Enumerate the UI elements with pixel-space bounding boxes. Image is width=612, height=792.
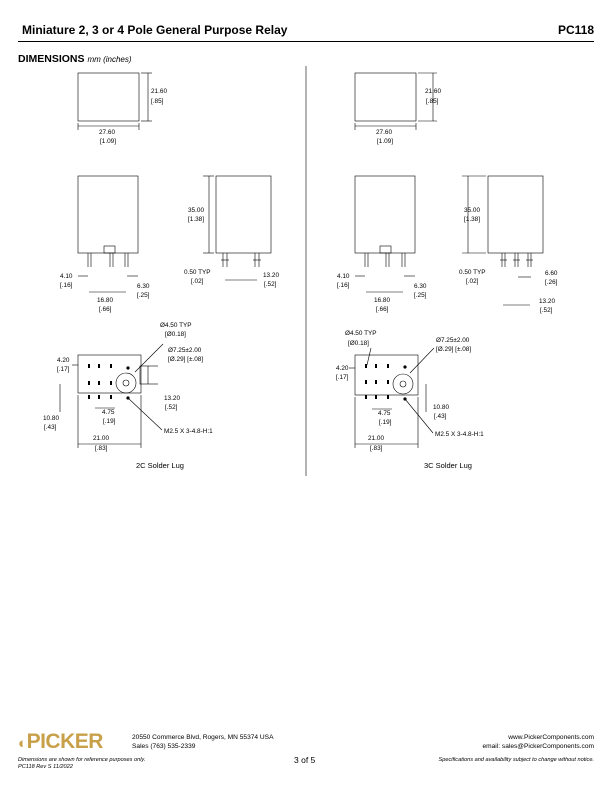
footer-address	[132, 733, 273, 751]
revision-line: PC118 Rev S 11/2022	[18, 764, 73, 770]
dim-text: 10.80	[433, 404, 449, 411]
dim-text: Ø4.50 TYP	[345, 330, 377, 337]
dim-text: M2.5 X 3-4.8-H:1	[164, 428, 213, 435]
dim-text: 0.50 TYP	[184, 269, 211, 276]
dim-text: [Ø0.18]	[165, 331, 186, 338]
dim-text: 27.60	[376, 129, 392, 136]
dim-text: [Ø.29] [±.08]	[436, 346, 472, 353]
page-title: Miniature 2, 3 or 4 Pole General Purpose Relay	[22, 23, 288, 37]
address-line: 20550 Commerce Blvd, Rogers, MN 55374 USA	[132, 734, 274, 741]
dim-text: [.02]	[466, 278, 479, 285]
right-top-view	[355, 73, 416, 121]
right-front-view	[355, 176, 415, 253]
dim-text: 21.00	[368, 435, 384, 442]
footer-disclaimer	[18, 757, 145, 771]
dim-text: Ø7.25±2.00	[436, 337, 470, 344]
dim-text: [.83]	[370, 445, 383, 452]
right-bottom-view	[355, 355, 418, 395]
left-top-view	[78, 73, 139, 121]
page-number: 3 of 5	[294, 755, 316, 765]
dim-text: [1.09]	[377, 138, 393, 145]
section-title: DIMENSIONS mm (inches)	[18, 53, 132, 65]
dim-text: 13.20	[263, 272, 279, 279]
dim-text: 35.00	[464, 207, 480, 214]
dim-text: 16.80	[97, 297, 113, 304]
dim-text: [1.38]	[188, 216, 204, 223]
dim-text: [.16]	[60, 282, 73, 289]
dim-text: 35.00	[188, 207, 204, 214]
dim-text: [1.38]	[464, 216, 480, 223]
dim-text: Ø4.50 TYP	[160, 322, 192, 329]
left-side-view	[216, 176, 271, 253]
part-number: PC118	[557, 23, 594, 37]
dim-text: Ø7.25±2.00	[168, 347, 202, 354]
dim-text: [.66]	[99, 306, 112, 313]
dim-text: [.19]	[103, 418, 116, 425]
dim-text: 21.60	[151, 88, 167, 95]
dim-text: 21.60	[425, 88, 441, 95]
dim-text: [Ø.29] [±.08]	[168, 356, 204, 363]
dim-text: 6.30	[137, 283, 150, 290]
footer-contact	[482, 733, 594, 751]
dim-text: 4.20	[57, 357, 70, 364]
dim-text: [.52]	[540, 307, 553, 314]
dim-text: [.43]	[434, 413, 447, 420]
dim-text: [.17]	[336, 374, 349, 381]
dim-text: 6.60	[545, 270, 558, 277]
picker-logo: ◐PICKER	[18, 730, 103, 753]
dim-text: 16.80	[374, 297, 390, 304]
right-side-view	[488, 176, 543, 253]
dim-text: [Ø0.18]	[348, 340, 369, 347]
dim-text: 4.10	[337, 273, 350, 280]
dim-text: [.52]	[165, 404, 178, 411]
dim-text: [.43]	[44, 424, 57, 431]
dim-text: 10.80	[43, 415, 59, 422]
dim-text: 21.00	[93, 435, 109, 442]
dim-text: 13.20	[539, 298, 555, 305]
left-bottom-view	[78, 355, 141, 393]
dim-text: 27.60	[99, 129, 115, 136]
dim-text: 6.30	[414, 283, 427, 290]
dim-text: [.17]	[57, 366, 70, 373]
dim-text: 4.20	[336, 365, 349, 372]
dim-text: 13.20	[164, 395, 180, 402]
dim-text: [.66]	[376, 306, 389, 313]
sales-line: Sales (763) 535-2339	[132, 743, 196, 750]
dim-text: [.85]	[426, 98, 439, 105]
dim-text: [.83]	[95, 445, 108, 452]
caption-2c: 2C Solder Lug	[136, 461, 184, 470]
units-note: mm (inches)	[87, 55, 132, 64]
footer-spec-note: Specifications and availability subject to change without notice.	[438, 757, 594, 763]
dim-text: 4.75	[378, 410, 391, 417]
dim-text: [.52]	[264, 281, 277, 288]
dim-text: [.16]	[337, 282, 350, 289]
dim-text: [.02]	[191, 278, 204, 285]
left-front-view	[78, 176, 138, 253]
dim-text: 4.75	[102, 409, 115, 416]
dim-text: [.25]	[414, 292, 427, 299]
caption-3c: 3C Solder Lug	[424, 461, 472, 470]
dim-text: [1.09]	[100, 138, 116, 145]
dim-text: [.26]	[545, 279, 558, 286]
email-link[interactable]: email: sales@PickerComponents.com	[482, 743, 594, 750]
dim-text: 4.10	[60, 273, 73, 280]
dim-text: [.25]	[137, 292, 150, 299]
dim-text: [.85]	[151, 98, 164, 105]
dim-text: M2.5 X 3-4.8-H:1	[435, 431, 484, 438]
dim-text: [.19]	[379, 419, 392, 426]
dim-text: 0.50 TYP	[459, 269, 486, 276]
website-link[interactable]: www.PickerComponents.com	[508, 734, 594, 741]
disclaimer-line: Dimensions are shown for reference purposes only.	[18, 757, 146, 763]
